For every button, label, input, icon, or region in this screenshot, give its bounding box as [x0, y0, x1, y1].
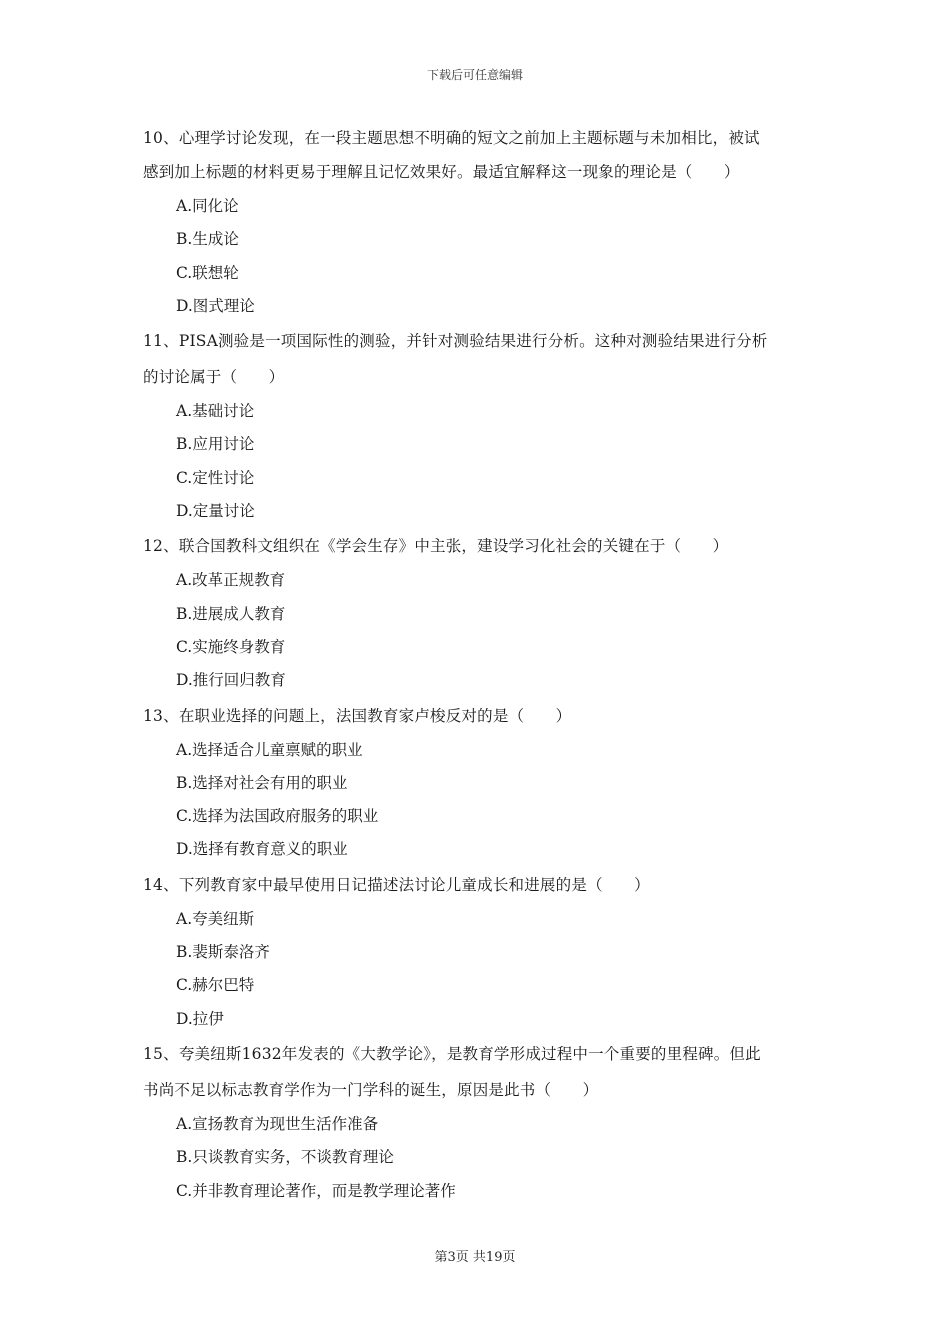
question-text: 书尚不足以标志教育学作为一门学科的诞生，原因是此书（ ）	[143, 1080, 599, 1099]
question-12	[143, 528, 813, 697]
option-b: B.生成论	[176, 230, 239, 249]
option-a: A.宣扬教育为现世生活作准备	[176, 1114, 379, 1133]
question-text: 14、下列教育家中最早使用日记描述法讨论儿童成长和进展的是（ ）	[143, 875, 650, 894]
page-number: 第3页 共19页	[434, 1250, 516, 1265]
option-d: D.推行回归教育	[176, 671, 286, 690]
option-a: A.改革正规教育	[176, 571, 286, 590]
option-c: C.联想轮	[176, 263, 239, 282]
question-text: 10、心理学讨论发现，在一段主题思想不明确的短文之前加上主题标题与未加相比，被试	[143, 129, 760, 147]
option-b: B.选择对社会有用的职业	[176, 773, 348, 792]
question-list	[143, 123, 813, 1208]
option-b: B.应用讨论	[176, 435, 255, 454]
option-c: C.选择为法国政府服务的职业	[176, 807, 379, 826]
question-11	[143, 323, 813, 528]
option-d: D.定量讨论	[176, 502, 255, 521]
question-text: 的讨论属于（ ）	[143, 368, 285, 387]
question-text: 11、PISA测验是一项国际性的测验，并针对测验结果进行分析。这种对测验结果进行分析	[143, 332, 768, 351]
option-a: A.同化论	[176, 197, 239, 215]
option-d: D.图式理论	[176, 296, 255, 315]
option-c: C.实施终身教育	[176, 637, 286, 656]
option-d: D.选择有教育意义的职业	[176, 840, 348, 859]
option-a: A.选择适合儿童禀赋的职业	[176, 740, 363, 759]
option-a: A.基础讨论	[176, 402, 255, 421]
question-text: 感到加上标题的材料更易于理解且记忆效果好。最适宜解释这一现象的理论是（ ）	[143, 163, 740, 181]
option-b: B.只谈教育实务，不谈教育理论	[176, 1148, 394, 1167]
option-d: D.拉伊	[176, 1009, 224, 1028]
option-c: C.定性讨论	[176, 468, 255, 487]
option-c: C.并非教育理论著作，而是教学理论著作	[176, 1181, 456, 1200]
question-text: 13、在职业选择的问题上，法国教育家卢梭反对的是（ ）	[143, 706, 572, 725]
question-14	[143, 867, 813, 1036]
question-text: 15、夸美纽斯1632年发表的《大教学论》，是教育学形成过程中一个重要的里程碑。但此	[143, 1044, 761, 1063]
option-a: A.夸美纽斯	[176, 909, 255, 928]
option-b: B.进展成人教育	[176, 604, 286, 623]
option-c: C.赫尔巴特	[176, 976, 255, 995]
option-b: B.裴斯泰洛齐	[176, 943, 270, 962]
page-header: 下载后可任意编辑	[426, 68, 523, 82]
question-text: 12、联合国教科文组织在《学会生存》中主张，建设学习化社会的关键在于（ ）	[143, 537, 729, 556]
question-10	[143, 123, 813, 323]
question-15	[143, 1036, 813, 1208]
question-13	[143, 698, 813, 867]
